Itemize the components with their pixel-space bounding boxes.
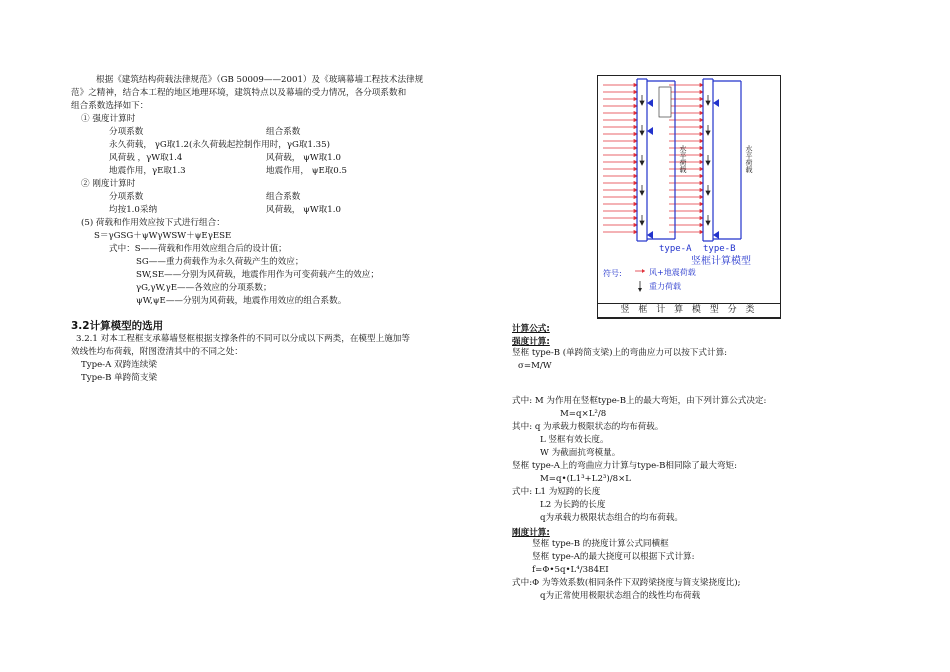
right-line-15: f=Φ•5q•L⁴/384EI (532, 565, 609, 575)
legend-gravity: 重力荷载 (649, 282, 681, 291)
right-line-5: 其中: q 为承载力极限状态的均布荷载。 (512, 422, 664, 432)
model-title: 竖框计算模型 (691, 256, 751, 267)
right-line-3: 式中: M 为作用在竖框type-B上的最大弯矩，由下列计算公式决定: (512, 396, 767, 406)
right-line-11: L2 为长跨的长度 (540, 500, 606, 510)
strength-row-quake-a: 地震作用，γE取1.3 (109, 166, 186, 176)
where-line-4: γG,γW,γE——各效应的分项系数； (136, 283, 272, 293)
mullion-model-diagram (597, 75, 781, 319)
type-a-label: type-A (659, 244, 692, 254)
anchor-label-box (659, 87, 671, 117)
right-line-4: M=q×L²/8 (560, 409, 607, 419)
right-line-1: 竖框 type-B (单跨简支梁)上的弯曲应力可以按下式计算: (512, 348, 728, 358)
col-factor: 分项系数 (109, 127, 144, 137)
right-line-10: 式中: L1 为短跨的长度 (512, 487, 601, 497)
formula-title: 计算公式: (512, 324, 550, 334)
side-text-a: 水平荷载 (679, 145, 687, 173)
where-line-1: 式中：S——荷载和作用效应组合后的设计值； (109, 244, 287, 254)
intro-line-2: 范》之精神，结合本工程的地区地理环境，建筑特点以及幕墙的受力情况，各分项系数和 (71, 88, 407, 98)
section-title: 3.2计算模型的选用 (71, 320, 164, 332)
strength-row-quake-b: 地震作用， ψE取0.5 (266, 166, 347, 176)
combo-formula: S＝γGSG＋ψWγWSW＋ψEγESE (94, 231, 232, 241)
right-line-17: q为正常使用极限状态组合的线性均布荷载 (540, 591, 701, 601)
col-combo-2: 组合系数 (266, 192, 301, 202)
right-line-7: W 为截面抗弯模量。 (540, 448, 621, 458)
strength-calc-title: 强度计算: (512, 337, 550, 347)
section-para-2: 效线性均布荷载，附图澄清其中的不同之处： (71, 347, 243, 357)
stiffness-title: ② 刚度计算时 (81, 179, 136, 189)
strength-row-wind-a: 风荷载 ，γW取1.4 (109, 153, 183, 163)
strength-title: ① 强度计算时 (81, 114, 136, 124)
stiffness-row-b: 风荷载， ψW取1.0 (266, 205, 341, 215)
strength-row-wind-b: 风荷载， ψW取1.0 (266, 153, 341, 163)
right-line-13: 竖框 type-B 的挠度计算公式同横框 (532, 539, 669, 549)
legend-wind: 风+地震荷载 (649, 268, 696, 277)
type-a-desc: Type-A 双跨连续梁 (81, 360, 157, 370)
figure-caption: 竖 框 计 算 模 型 分 类 (597, 303, 781, 318)
section-para-1: 3.2.1 对本工程框支承幕墙竖框根据支撑条件的不同可以分成以下两类，在模型上施加等 (76, 334, 410, 344)
col-factor-2: 分项系数 (109, 192, 144, 202)
right-line-16: 式中:Φ 为等效系数(相同条件下双跨梁挠度与简支梁挠度比); (512, 578, 741, 588)
col-combo: 组合系数 (266, 127, 301, 137)
type-b-desc: Type-B 单跨简支梁 (81, 373, 158, 383)
right-line-14: 竖框 type-A的最大挠度可以根据下式计算: (532, 552, 695, 562)
where-line-2: SG——重力荷载作为永久荷载产生的效应； (136, 257, 304, 267)
where-line-3: SW,SE——分别为风荷载，地震作用作为可变荷载产生的效应； (136, 270, 379, 280)
strength-row-permanent: 永久荷载， γG取1.2(永久荷载起控制作用时，γG取1.35) (109, 140, 330, 150)
stiffness-calc-title: 刚度计算: (512, 528, 550, 538)
right-line-6: L 竖框有效长度。 (540, 435, 609, 445)
where-line-5: ψW,ψE——分别为风荷载，地震作用效应的组合系数。 (136, 296, 347, 306)
right-line-9: M=q•(L1³+L2³)/8×L (540, 474, 631, 484)
legend-symbol: 符号: (603, 269, 622, 278)
type-b-label: type-B (703, 244, 736, 254)
combo-title: (5) 荷载和作用效应按下式进行组合： (81, 218, 225, 228)
right-line-2: σ=M/W (518, 361, 552, 371)
right-line-12: q为承载力极限状态组合的均布荷载。 (540, 513, 684, 523)
intro-line-3: 组合系数选择如下： (71, 101, 149, 111)
side-text-b: 水平荷载 (745, 145, 753, 173)
stiffness-row-a: 均按1.0采纳 (109, 205, 158, 215)
intro-line-1: 根据《建筑结构荷载法律规范》（GB 50009——2001）及《玻璃幕墙工程技术法律规 (96, 75, 424, 85)
right-line-8: 竖框 type-A上的弯曲应力计算与type-B相同除了最大弯矩: (512, 461, 738, 471)
